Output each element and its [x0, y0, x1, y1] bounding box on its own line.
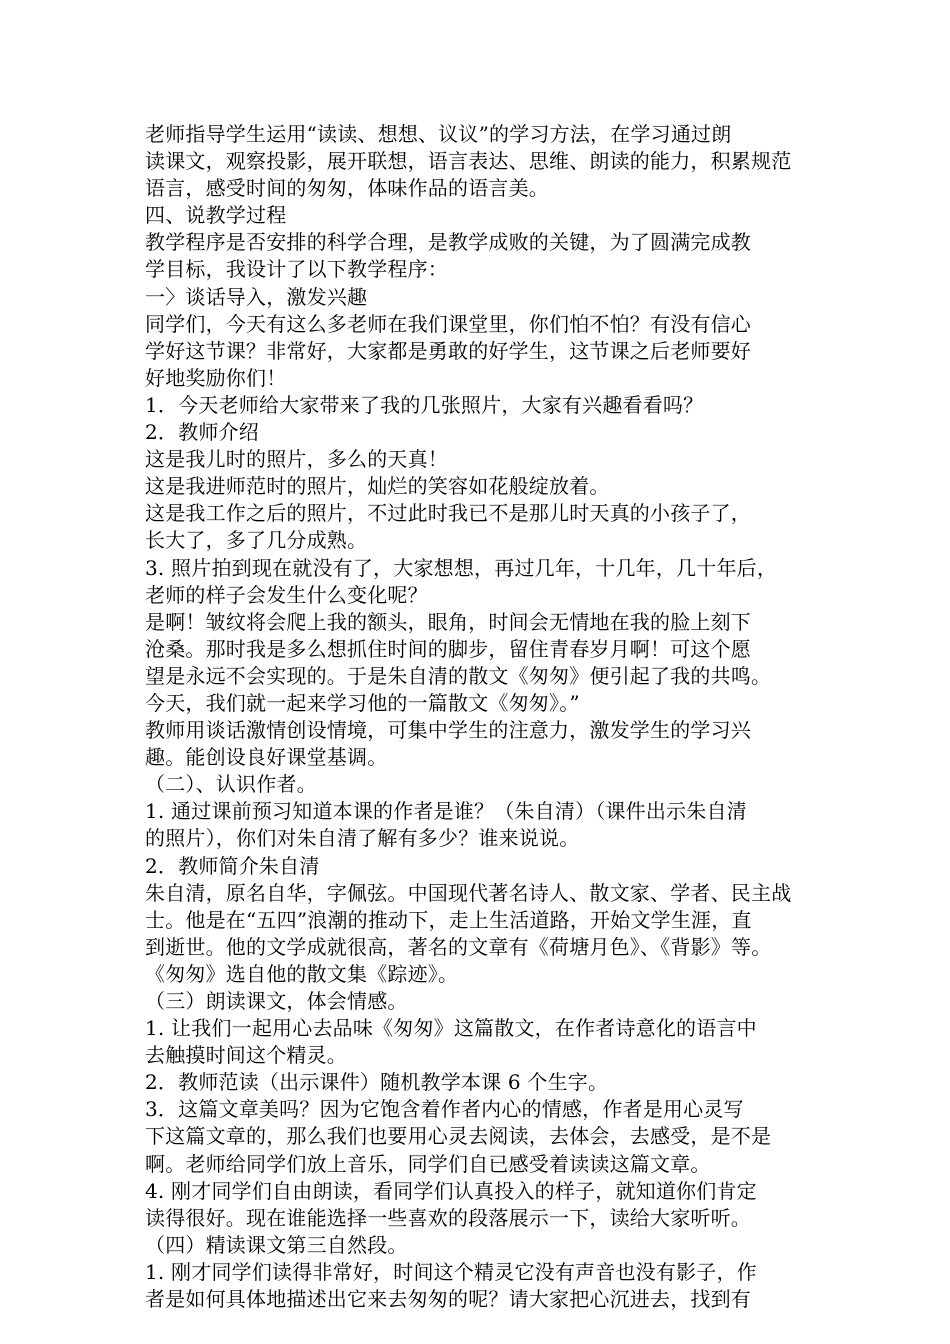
text-line: 这是我工作之后的照片，不过此时我已不是那儿时天真的小孩子了， [145, 501, 751, 526]
text-line: 朱自清，原名自华，字佩弦。中国现代著名诗人、散文家、学者、民主战 [145, 880, 792, 905]
text-line: 一〉谈话导入，激发兴趣 [145, 284, 368, 309]
text-line: （三）朗读课文，体会情感。 [145, 989, 408, 1013]
text-line: 读得很好。现在谁能选择一些喜欢的段落展示一下，读给大家听听。 [145, 1205, 751, 1230]
text-line: 1. 让我们一起用心去品味《匆匆》这篇散文，在作者诗意化的语言中 [145, 1016, 757, 1041]
text-line: 2．教师介绍 [145, 420, 259, 445]
text-line: 望是永远不会实现的。于是朱自清的散文《匆匆》便引起了我的共鸣。 [145, 663, 772, 688]
text-line: 3. 照片拍到现在就没有了，大家想想，再过几年，十几年，几十年后， [145, 555, 778, 580]
text-line: 4. 刚才同学们自由朗读，看同学们认真投入的样子，就知道你们肯定 [145, 1178, 757, 1203]
text-line: 今天，我们就一起来学习他的一篇散文《匆匆》。” [145, 690, 580, 715]
text-line: 是啊！皱纹将会爬上我的额头，眼角，时间会无情地在我的脸上刻下 [145, 609, 751, 634]
text-line: 士。他是在“五四”浪潮的推动下，走上生活道路，开始文学生涯，直 [145, 907, 752, 932]
text-line: 学目标，我设计了以下教学程序： [145, 257, 448, 282]
text-line: 同学们，今天有这么多老师在我们课堂里，你们怕不怕？有没有信心 [145, 311, 751, 336]
text-line: 这是我儿时的照片，多么的天真！ [145, 447, 448, 472]
text-line: 好地奖励你们！ [145, 365, 287, 390]
text-line: 的照片），你们对朱自清了解有多少？谁来说说。 [145, 826, 580, 851]
text-line: 3．这篇文章美吗？因为它饱含着作者内心的情感，作者是用心灵写 [145, 1097, 744, 1122]
text-line: 老师的样子会发生什么变化呢？ [145, 582, 428, 607]
text-line: 2．教师范读（出示课件）随机教学本课 6 个生字。 [145, 1070, 609, 1095]
text-line: （四）精读课文第三自然段。 [145, 1232, 408, 1257]
text-line: 到逝世。他的文学成就很高，著名的文章有《荷塘月色》、《背影》等。 [145, 934, 772, 959]
text-line: 去触摸时间这个精灵。 [145, 1043, 347, 1068]
text-line: 语言，感受时间的匆匆，体味作品的语言美。 [145, 176, 549, 201]
text-line: 教学程序是否安排的科学合理，是教学成败的关键，为了圆满完成教 [145, 230, 751, 255]
text-line: 读课文，观察投影，展开联想，语言表达、思维、朗读的能力，积累规范 [145, 149, 792, 174]
text-line: 1. 刚才同学们读得非常好，时间这个精灵它没有声音也没有影子，作 [145, 1259, 757, 1284]
document-body [145, 121, 813, 1313]
text-line: 下这篇文章的，那么我们也要用心灵去阅读，去体会，去感受，是不是 [145, 1124, 772, 1149]
text-line: 啊。老师给同学们放上音乐，同学们自已感受着读读这篇文章。 [145, 1151, 711, 1176]
text-line: 长大了，多了几分成熟。 [145, 528, 368, 553]
text-line: 1．今天老师给大家带来了我的几张照片，大家有兴趣看看吗？ [145, 392, 704, 417]
text-line: 1. 通过课前预习知道本课的作者是谁？（朱自清）（课件出示朱自清 [145, 799, 747, 824]
text-line: 趣。能创设良好课堂基调。 [145, 745, 388, 770]
text-line: 学好这节课？非常好，大家都是勇敢的好学生，这节课之后老师要好 [145, 338, 751, 363]
text-line: 四、说教学过程 [145, 203, 287, 228]
text-line: 老师指导学生运用“读读、想想、议议”的学习方法，在学习通过朗 [145, 122, 732, 146]
text-line: 沧桑。那时我是多么想抓住时间的脚步，留住青春岁月啊！可这个愿 [145, 636, 751, 661]
text-line: 2．教师简介朱自清 [145, 853, 320, 878]
text-line: 这是我进师范时的照片，灿烂的笑容如花般绽放着。 [145, 474, 610, 499]
text-line: 教师用谈话激情创设情境，可集中学生的注意力，激发学生的学习兴 [145, 718, 751, 743]
text-line: 《匆匆》选自他的散文集《踪迹》。 [145, 961, 459, 986]
text-line: 者是如何具体地描述出它来去匆匆的呢？请大家把心沉进去，找到有 [145, 1287, 751, 1312]
text-line: （二）、认识作者。 [145, 772, 317, 797]
